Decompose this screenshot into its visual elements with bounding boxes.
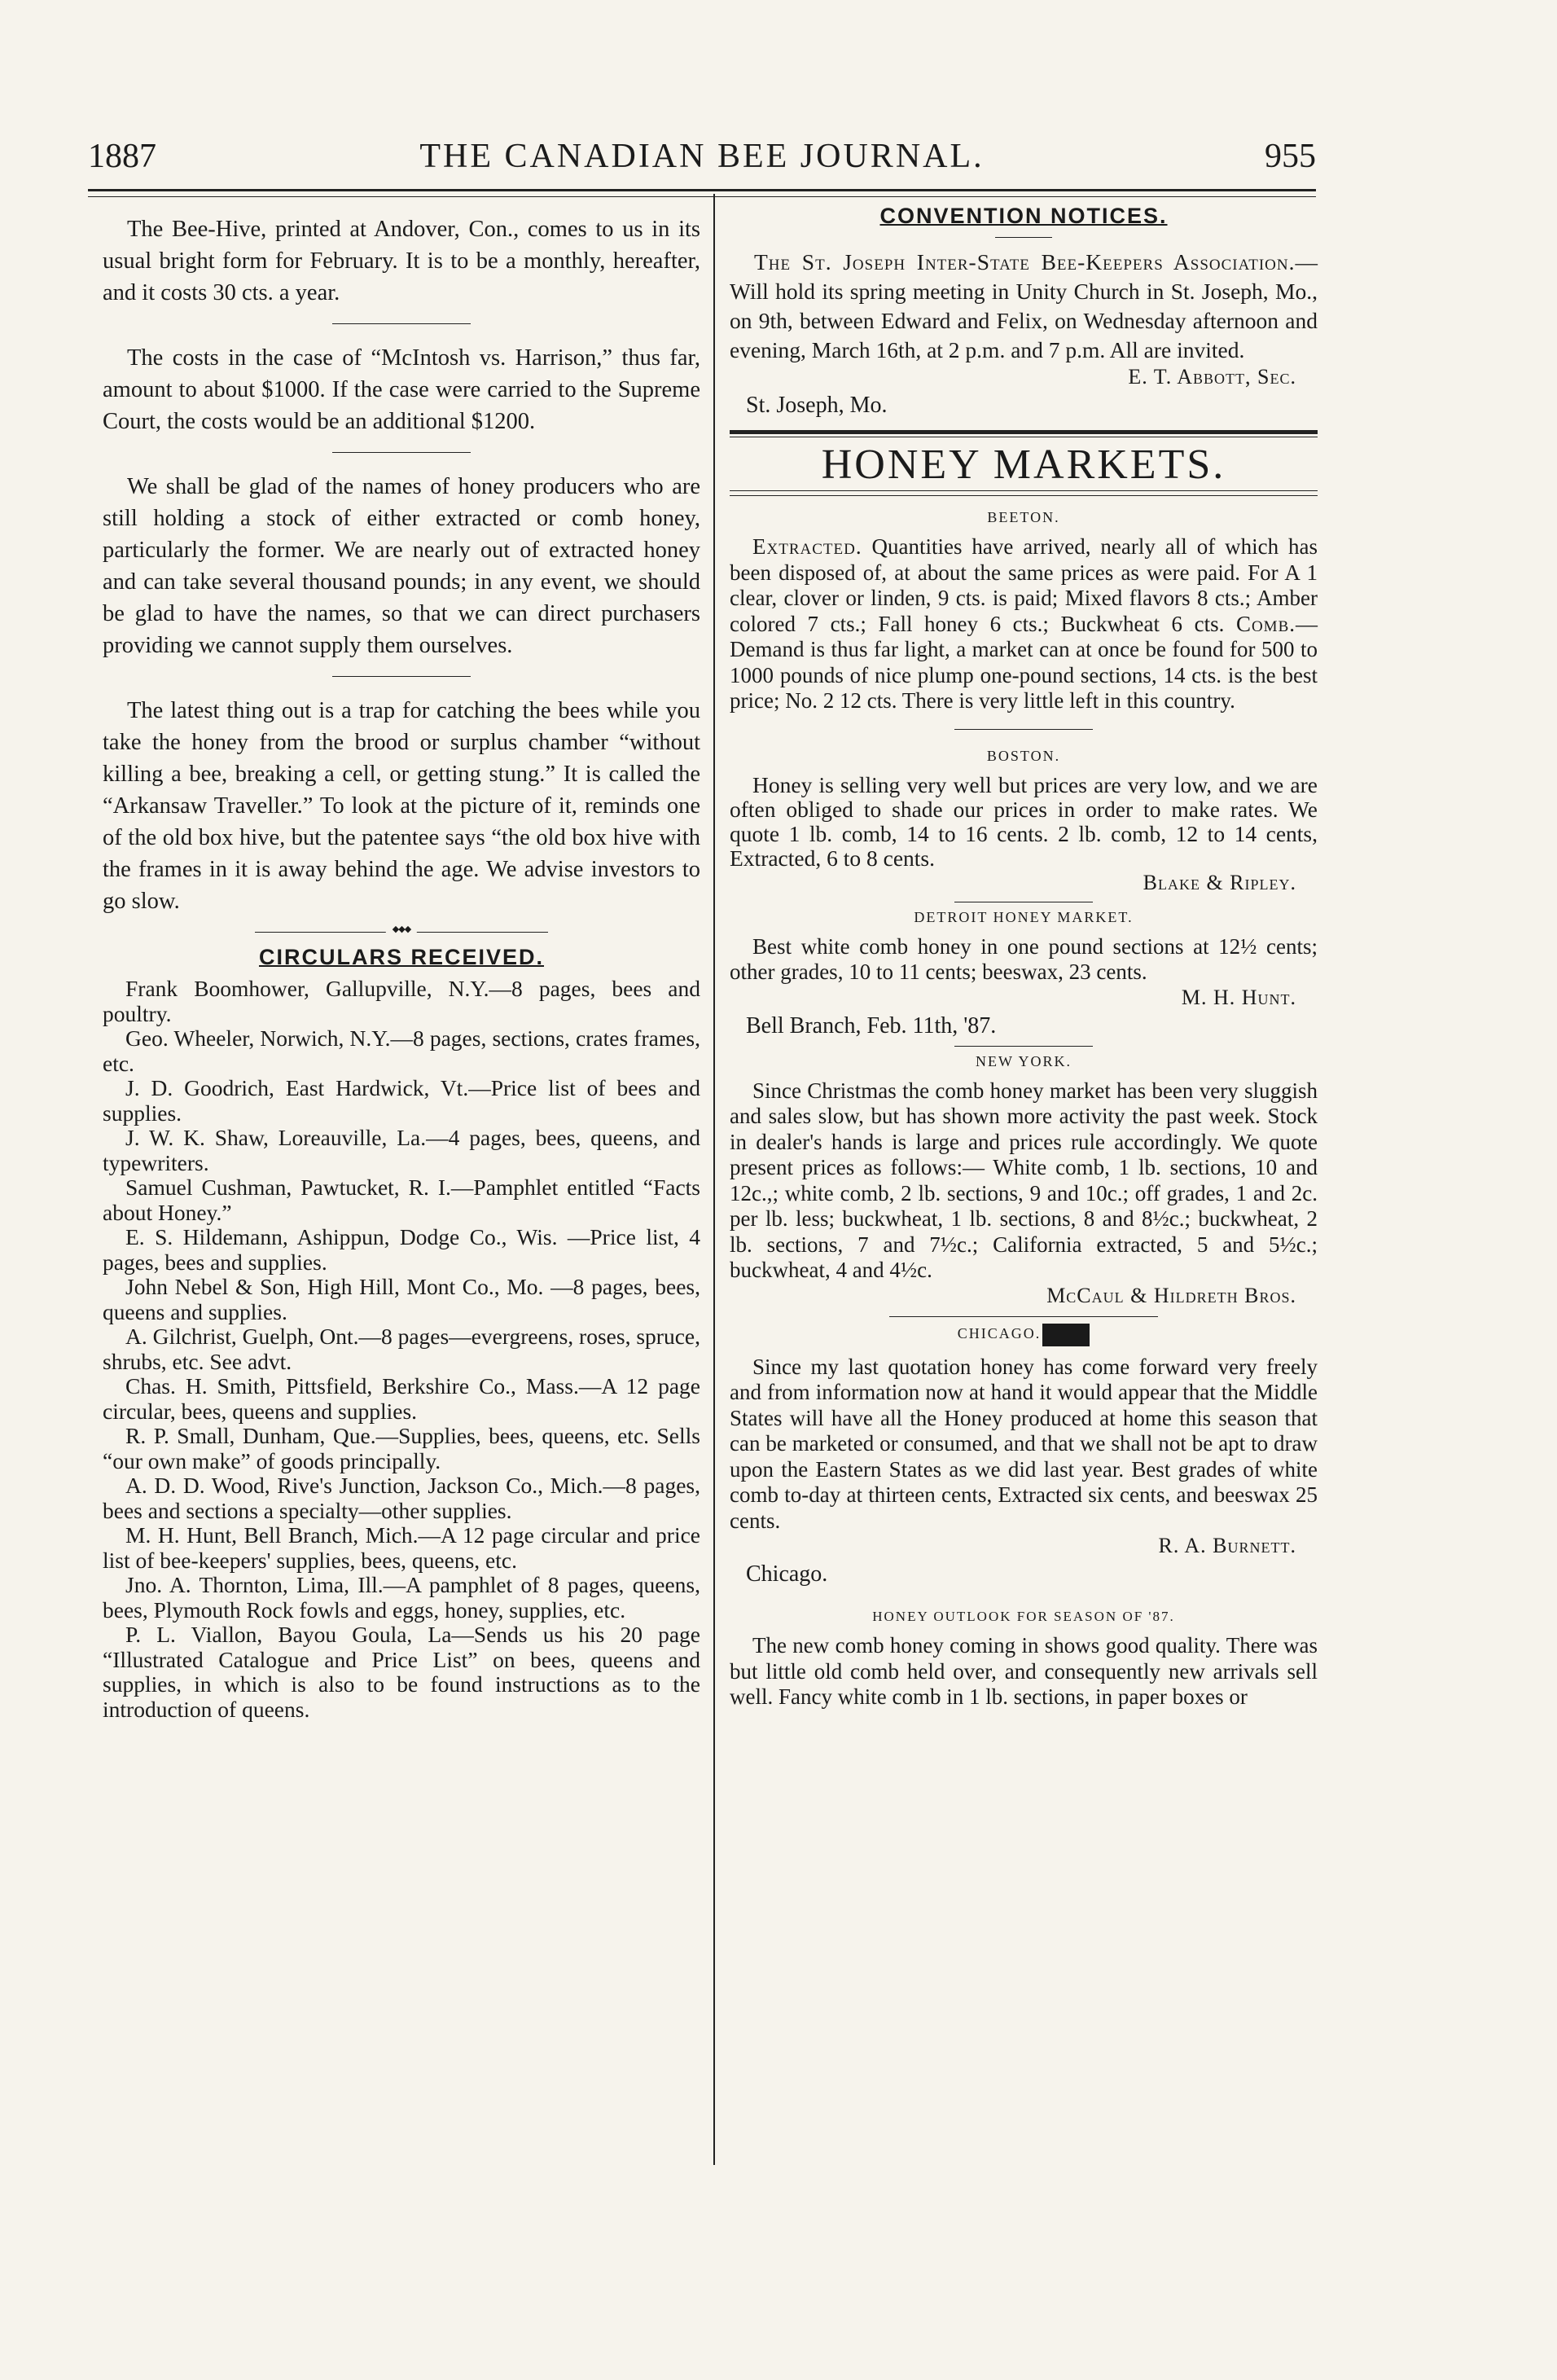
circular-item: Samuel Cushman, Pawtucket, R. I.—Pamphlet entitled “Facts about Honey.” (103, 1175, 700, 1225)
page-header (88, 137, 1316, 186)
beeton-heading: BEETON. (987, 509, 1060, 525)
newyork-signature: McCaul & Hildreth Bros. (1046, 1283, 1296, 1307)
markets-rule-heavy (730, 430, 1318, 434)
separator (954, 1046, 1093, 1047)
circular-item: P. L. Viallon, Bayou Goula, La—Sends us his 20 page “Illustrated Catalogue and Price List” on bees, queens and supplies, in which is also to be found instructions as to the introduction of queens. (103, 1622, 700, 1722)
header-rule-thin (88, 196, 1316, 197)
convention-lead: The St. Joseph Inter-State Bee-Keepers Association. (754, 249, 1296, 274)
honey-producers-paragraph: We shall be glad of the names of honey producers who are still holding a stock of either extracted or comb honey, particularly the former. We are nearly out of extracted honey and can take several thousand pounds; in any event, we should be glad to have the names, so that we can direct purchasers providing we cannot supply them ourselves. (103, 474, 700, 658)
newyork-report: Since Christmas the comb honey market has been very sluggish and sales slow, but has shown more activity the past week. Stock in dealer's hands is large and prices rule accordingly. We quote present prices as follows:— White comb, 1 lb. sections, 10 and 12c.,; white comb, 2 lb. sections, 9 and 10c.; off grades, 1 and 2c. per lb. less; buckwheat, 1 lb. sections, 8 and 8½c.; buckwheat, 2 lb. sections, 7 and 7½c.; California extracted, 5 and 5½c.; buckwheat, 4 and 4½c. (730, 1078, 1318, 1282)
beeton-comb-text: —Demand is thus far light, a market can at once be found for 500 to 1000 pounds of nice plump one-pound sections, 14 cts. is the best price; No. 2 12 cts. There is very little left in this country. (730, 611, 1318, 713)
separator (332, 323, 471, 324)
beeton-comb-lead: Comb. (1235, 611, 1296, 636)
outlook-heading: HONEY OUTLOOK FOR SEASON OF '87. (872, 1609, 1175, 1624)
ink-blot (1042, 1324, 1090, 1346)
circulars-list (103, 977, 700, 1722)
circular-item: R. P. Small, Dunham, Que.—Supplies, bees, queens, etc. Sells “our own make” of goods principally. (103, 1423, 700, 1473)
chicago-signature: R. A. Burnett. (1158, 1534, 1296, 1557)
circular-item: J. D. Goodrich, East Hardwick, Vt.—Price list of bees and supplies. (103, 1075, 700, 1126)
bee-hive-paragraph: The Bee-Hive, printed at Andover, Con., comes to us in its usual bright form for February. It is to be a monthly, hereafter, and it costs 30 cts. a year. (103, 217, 700, 305)
boston-report: Honey is selling very well but prices are very low, and we are often obliged to shade our prices in order to make rates. We quote 1 lb. comb, 14 to 16 cents. 2 lb. comb, 12 to 14 cents, Extracted, 6 to 8 cents. (730, 771, 1318, 871)
detroit-signature: M. H. Hunt. (1181, 985, 1296, 1009)
convention-heading: CONVENTION NOTICES. (879, 204, 1168, 228)
circular-item: A. Gilchrist, Guelph, Ont.—8 pages—evergreens, roses, spruce, shrubs, etc. See advt. (103, 1324, 700, 1374)
header-year: 1887 (88, 138, 156, 175)
detroit-report: Best white comb honey in one pound sections at 12½ cents; other grades, 10 to 11 cents; beeswax, 23 cents. (730, 933, 1318, 984)
honey-markets-title: HONEY MARKETS. (821, 441, 1226, 488)
circulars-heading: CIRCULARS RECEIVED. (258, 945, 545, 969)
newyork-heading: NEW YORK. (976, 1052, 1072, 1069)
separator (332, 452, 471, 453)
markets-rule-lower (730, 490, 1318, 491)
outlook-report: The new comb honey coming in shows good quality. There was but little old comb held over, and consequently new arrivals sell well. Fancy white comb in 1 lb. sections, in paper boxes or (730, 1633, 1318, 1709)
circular-item: John Nebel & Son, High Hill, Mont Co., Mo. —8 pages, bees, queens and supplies. (103, 1274, 700, 1324)
bee-trap-paragraph: The latest thing out is a trap for catching the bees while you take the honey from the brood or surplus chamber “without killing a bee, breaking a cell, or getting stung.” It is called the “Arkansaw Traveller.” To look at the picture of it, reminds one of the old box hive, but the patentee says “the old box hive with the frames in it is away behind the age. We advise investors to go slow. (103, 698, 700, 914)
convention-signature: E. T. Abbott, Sec. (1128, 365, 1296, 389)
column-divider (713, 194, 715, 2165)
convention-text: —Will hold its spring meeting in Unity Church in St. Joseph, Mo., on 9th, between Edward and Felix, on Wednesday afternoon and evening, March 16th, at 2 p.m. and 7 p.m. All are invited. (730, 249, 1318, 362)
circular-item: J. W. K. Shaw, Loreauville, La.—4 pages, bees, queens, and typewriters. (103, 1125, 700, 1175)
markets-rule-lower-2 (730, 495, 1318, 496)
convention-notice (730, 248, 1318, 365)
chicago-location: Chicago. (746, 1561, 828, 1587)
separator (889, 1316, 1158, 1317)
circular-item: Jno. A. Thornton, Lima, Ill.—A pamphlet of 8 pages, queens, bees, Plymouth Rock fowls and eggs, honey, supplies, etc. (103, 1572, 700, 1623)
detroit-heading: DETROIT HONEY MARKET. (914, 908, 1134, 925)
separator (954, 729, 1093, 730)
boston-signature: Blake & Ripley. (1143, 870, 1296, 894)
circular-item: Chas. H. Smith, Pittsfield, Berkshire Co., Mass.—A 12 page circular, bees, queens and supplies. (103, 1373, 700, 1424)
circular-item: A. D. D. Wood, Rive's Junction, Jackson Co., Mich.—8 pages, bees and sections a specialty—other supplies. (103, 1473, 700, 1523)
chicago-heading (730, 1324, 1318, 1346)
costs-paragraph: The costs in the case of “McIntosh vs. Harrison,” thus far, amount to about $1000. If the case were carried to the Supreme Court, the costs would be an additional $1200. (103, 345, 700, 434)
beeton-extracted-text: Quantities have arrived, nearly all of which has been disposed of, at about the same prices as were paid. For A 1 clear, clover or linden, 9 cts. is paid; Mixed flavors 8 cts.; Amber colored 7 cts.; Fall honey 6 cts.; Buckwheat 6 cts. (730, 534, 1318, 636)
separator (332, 676, 471, 677)
circular-item: Frank Boomhower, Gallupville, N.Y.—8 pages, bees and poultry. (103, 976, 700, 1026)
chicago-report: Since my last quotation honey has come forward very freely and from information now at hand it would appear that the Middle States will have all the Honey produced at home this season that can be marketed or consumed, and that we shall not be apt to draw upon the Eastern States as we did last year. Best grades of white comb to-day at thirteen cents, Extracted six cents, and beeswax 25 cents. (730, 1354, 1318, 1533)
separator (995, 237, 1052, 238)
circular-item: E. S. Hildemann, Ashippun, Dodge Co., Wis. —Price list, 4 pages, bees and supplies. (103, 1224, 700, 1275)
circular-item: M. H. Hunt, Bell Branch, Mich.—A 12 page circular and price list of bee-keepers' supplies, bees, queens, etc. (103, 1522, 700, 1573)
page-number: 955 (1265, 138, 1316, 175)
left-column (103, 213, 700, 1722)
beeton-extracted-lead: Extracted. (752, 534, 862, 559)
header-rule (88, 189, 1316, 191)
convention-location: St. Joseph, Mo. (746, 393, 888, 418)
beeton-report (730, 534, 1318, 714)
circular-item: Geo. Wheeler, Norwich, N.Y.—8 pages, sections, crates frames, etc. (103, 1025, 700, 1076)
journal-title: THE CANADIAN BEE JOURNAL. (419, 138, 985, 175)
boston-heading: BOSTON. (986, 747, 1061, 764)
detroit-date: Bell Branch, Feb. 11th, '87. (746, 1012, 997, 1039)
ornamental-separator (255, 927, 548, 937)
chicago-heading-text: CHICAGO. (957, 1324, 1042, 1341)
right-column (730, 200, 1318, 1710)
